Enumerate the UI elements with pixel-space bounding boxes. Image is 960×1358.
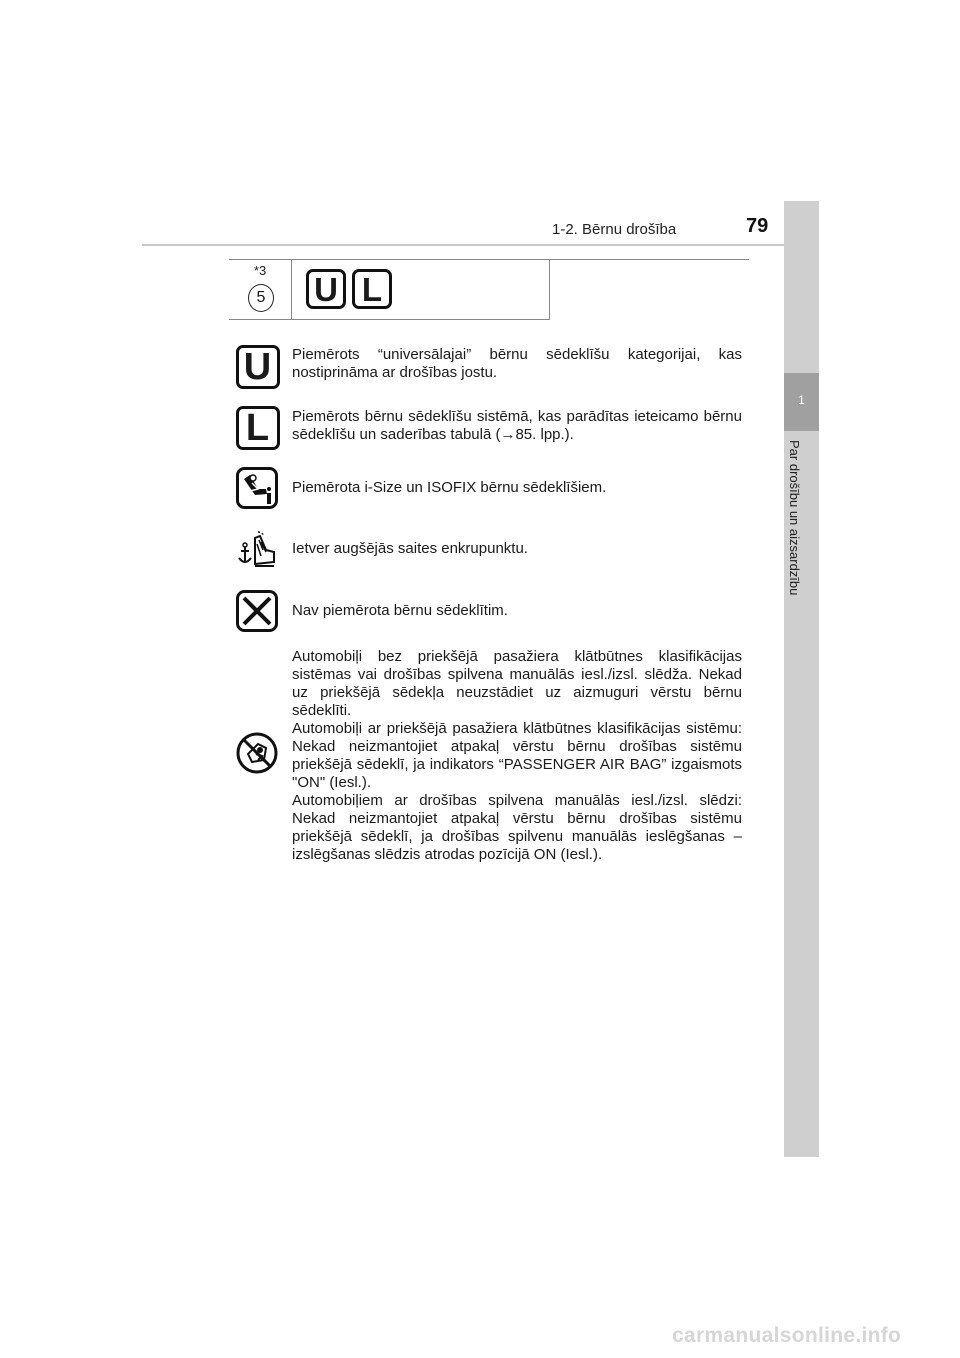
legend-text-not-suitable: Nav piemērota bērnu sēdeklītim. <box>292 602 508 619</box>
header-divider <box>142 244 819 246</box>
chapter-number: 1 <box>798 393 805 407</box>
footnote-mark: *3 <box>254 263 267 278</box>
section-title: 1-2. Bērnu drošība <box>552 221 677 238</box>
legend-text-tether: Ietver augšējās saites enkrupunktu. <box>292 540 528 557</box>
no-rear-facing-seat-icon <box>236 732 278 774</box>
seat-compatibility-table <box>229 259 749 319</box>
top-tether-anchor-icon <box>236 528 278 570</box>
seat-number: 5 <box>248 284 274 312</box>
isofix-i-size-icon <box>236 467 278 509</box>
chapter-number-tab <box>784 373 819 431</box>
legend-text-isofix: Piemērota i-Size un ISOFIX bērnu sēdeklīšiem. <box>292 479 607 496</box>
listed-l-icon: L <box>236 406 280 450</box>
chapter-label: Par drošību un aizsardzību <box>787 440 802 596</box>
page-number: 79 <box>746 215 769 237</box>
seat-position-cell <box>229 259 292 320</box>
seat-symbols-cell <box>292 259 550 320</box>
watermark: carmanualsonline.info <box>672 1324 902 1347</box>
legend-text-universal: Piemērots “universālajai” bērnu sēdeklīšu kategorijai, kas nostiprināma ar drošības jostu. <box>292 346 742 381</box>
legend-text-rear-facing-warning: Automobiļi bez priekšējā pasažiera klātbūtnes klasifikācijas sistēmas vai drošības spilvena manuālās iesl./izsl. slēdža. Nekad uz priekšējā sēdekļa neuzstādiet uz aizmuguri vērstu bērnu sēdeklīti. Automobiļi ar priekšējā pasažiera klātbūtnes klasifikācijas sistēmu: Nekad neizmantojiet atpakaļ vērstu bērnu drošības sistēmu priekšējā sēdeklī, ja indikators “PASSENGER AIR BAG” izgaismots "ON" (Iesl.). Automobiļiem ar drošības spilvena manuālās iesl./izsl. slēdzi: Nekad neizmantojiet atpakaļ vērstu bērnu drošības sistēmu priekšējā sēdeklī, ja drošības spilvenu manuālās ieslēgšanas – izslēgšanas slēdzis atrodas pozīcijā ON (Iesl.). <box>292 648 742 863</box>
universal-u-icon: U <box>236 345 280 389</box>
universal-u-icon: U <box>306 269 346 309</box>
not-suitable-x-icon <box>236 590 278 632</box>
listed-l-icon: L <box>352 269 392 309</box>
legend-text-listed: Piemērots bērnu sēdeklīšu sistēmā, kas parādītas ieteicamo bērnu sēdeklīšu un saderības tabulā (→85. lpp.). <box>292 408 742 443</box>
chapter-side-tab <box>784 201 819 1157</box>
